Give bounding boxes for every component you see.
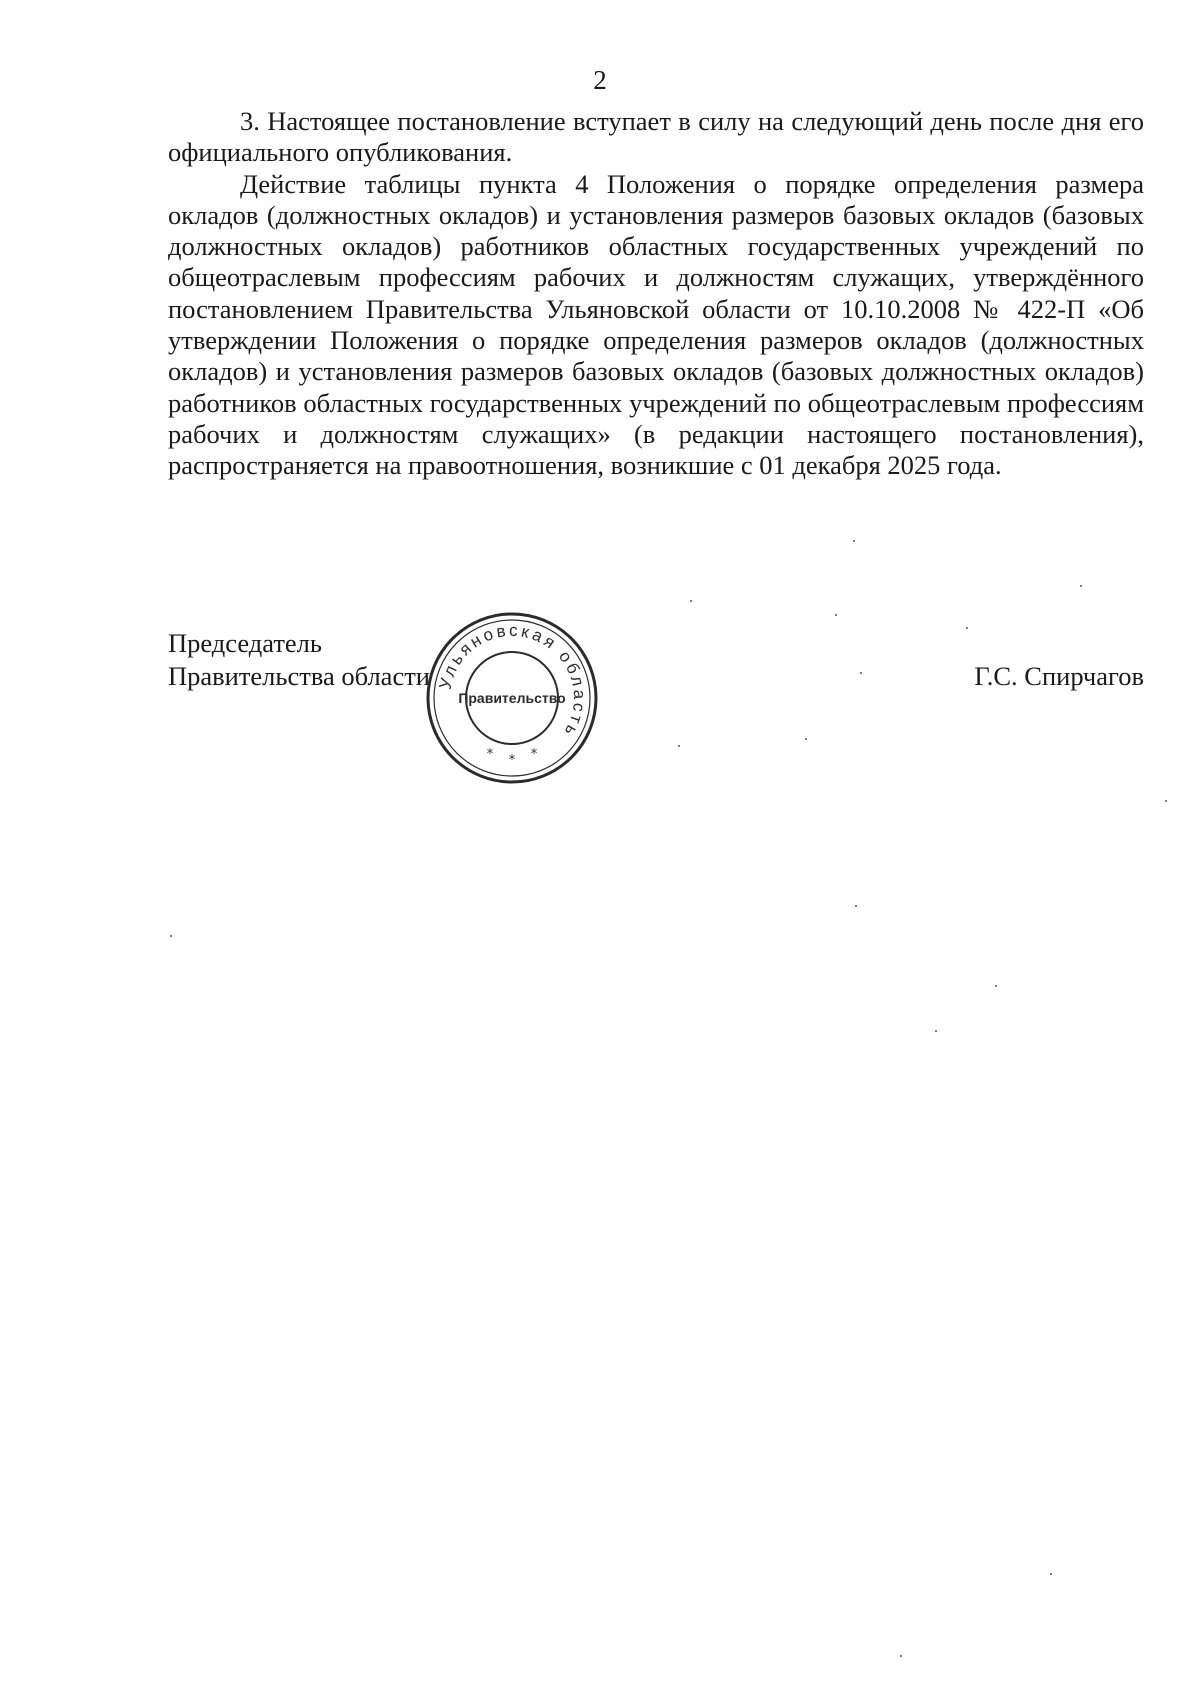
- scan-speck: [860, 672, 862, 674]
- scan-speck: [853, 540, 855, 542]
- scan-speck: [805, 738, 807, 740]
- scan-speck: [855, 905, 857, 907]
- seal-graphic: [422, 608, 602, 788]
- seal-star-icon-right: *: [530, 747, 538, 762]
- signer-position-line-1: Председатель: [168, 628, 322, 658]
- scan-speck: [835, 614, 837, 616]
- scan-speck: [1050, 1573, 1052, 1575]
- document-body: [168, 106, 1144, 482]
- signature-block: [168, 627, 1144, 707]
- seal-star-icon-center: *: [508, 753, 516, 768]
- scan-speck: [690, 600, 692, 602]
- paragraph-table-applicability: Действие таблицы пункта 4 Положения о порядке определения размера окладов (должностных окладов) и установления размеров базовых окладов (базовых должностных окладов) работников областных государственных учреждений по общеотраслевым профессиям рабочих и должностям служащих, утверждённого постановлением Правительства Ульяновской области от 10.10.2008 № 422-П «Об утверждении Положения о порядке определения размеров окладов (должностных окладов) и установления размеров базовых окладов (базовых должностных окладов) работников областных государственных учреждений по общеотраслевым профессиям рабочих и должностям служащих» (в редакции настоящего постановления), распространяется на правоотношения, возникшие с 01 декабря 2025 года.: [168, 168, 1144, 481]
- scan-speck: [900, 1655, 902, 1657]
- paragraph-effective-date: 3. Настоящее постановление вступает в силу на следующий день после дня его официального опубликования.: [168, 106, 1144, 168]
- seal-center-text: Правительство: [458, 690, 566, 706]
- scan-speck: [966, 627, 968, 629]
- scan-speck: [1080, 585, 1082, 587]
- scan-speck: [1165, 800, 1167, 802]
- scan-speck: [678, 745, 680, 747]
- scan-speck: [995, 985, 997, 987]
- seal-ring-text: Ульяновская область: [435, 620, 590, 742]
- seal-star-icon-left: *: [486, 747, 494, 762]
- scan-speck: [935, 1030, 937, 1032]
- signer-position-line-2: Правительства области: [168, 661, 430, 691]
- signer-name: Г.С. Спирчагов: [974, 661, 1144, 691]
- scan-speck: [170, 935, 172, 937]
- official-seal: [422, 608, 602, 788]
- page-number: 2: [593, 65, 607, 95]
